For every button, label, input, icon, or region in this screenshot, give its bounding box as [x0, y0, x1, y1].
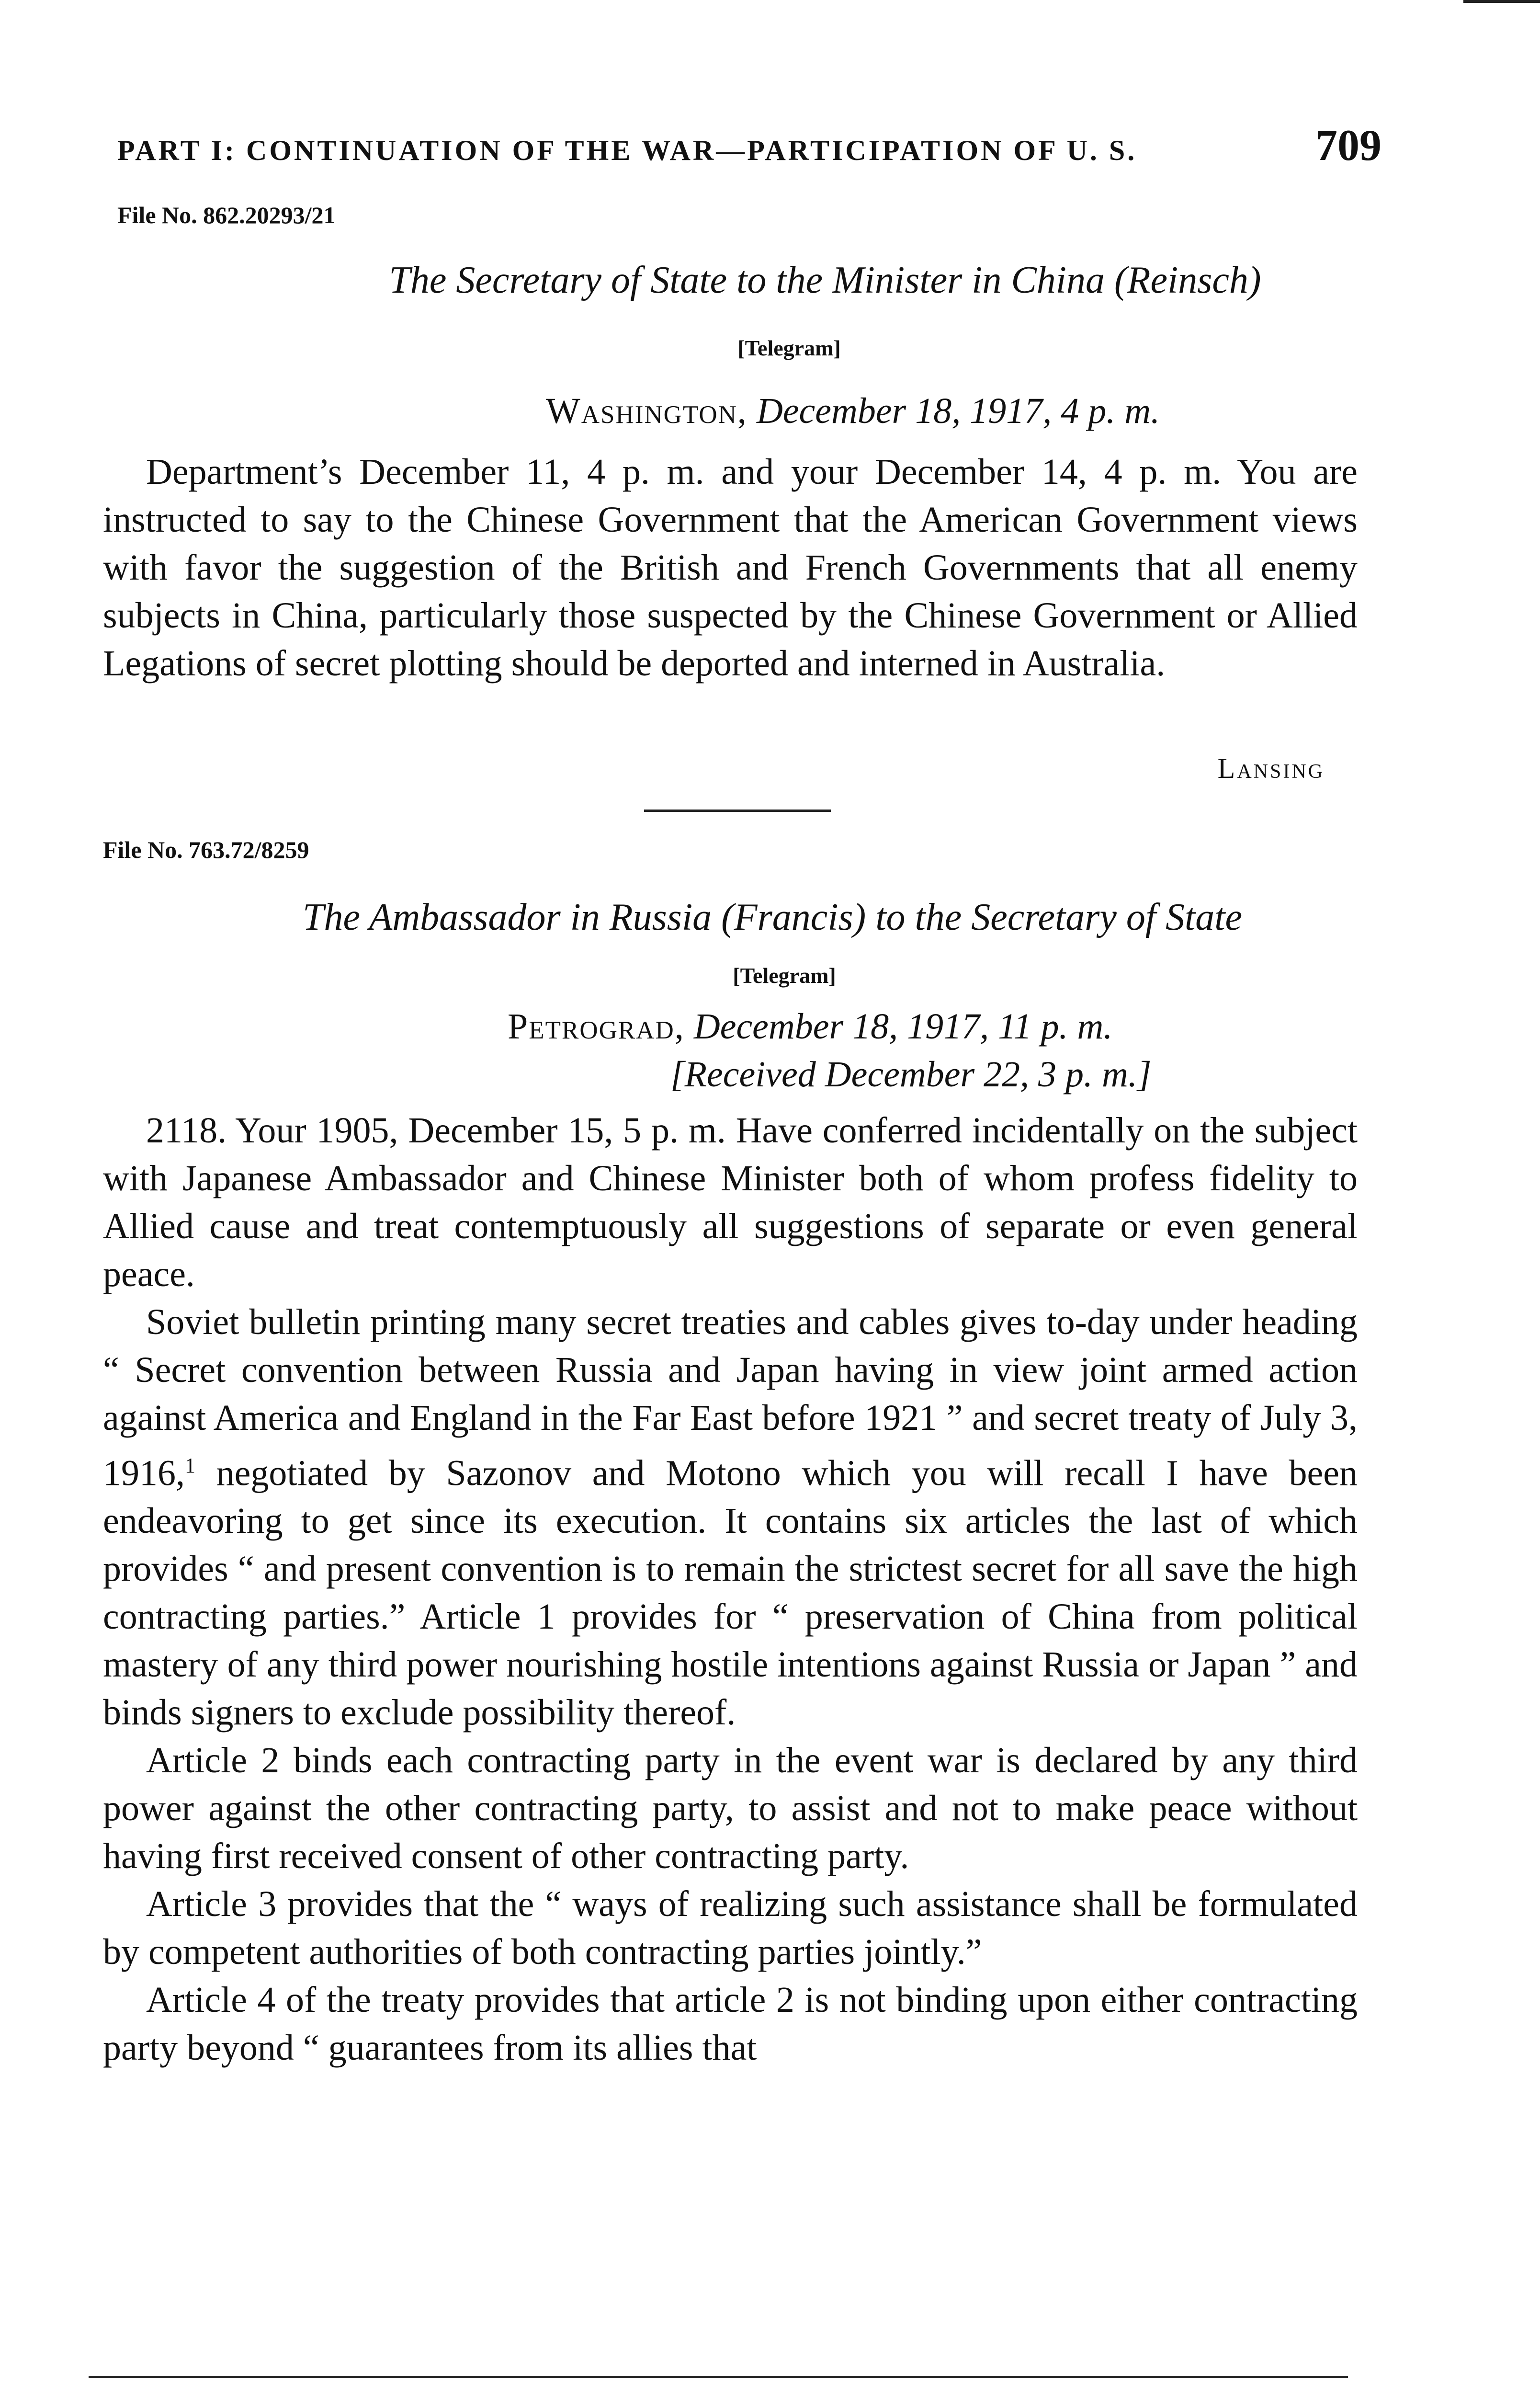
- paragraph: Article 3 provides that the “ ways of realizing such assistance shall be formulated by competent authorities of both contracting parties jointly.”: [103, 1884, 1358, 1973]
- received-line: [670, 1054, 1152, 1095]
- paragraph: 2118. Your 1905, December 15, 5 p. m. Have conferred incidentally on the subject with Japanese Ambassador and Chinese Minister both of whom profess fidelity to Allied cause and treat contemptuously all suggestions of separate or even general peace.: [103, 1110, 1358, 1294]
- dateline-place-1: Washington,: [546, 391, 747, 431]
- document-body-2: [103, 1106, 1358, 2072]
- dateline-1: [546, 390, 1160, 432]
- dateline-place-2: Petrograd,: [508, 1006, 685, 1047]
- top-edge-rule: [1463, 0, 1540, 3]
- signature: Lansing: [1217, 753, 1325, 784]
- running-head-title: PART I: CONTINUATION OF THE WAR—PARTICIPATION OF U. S.: [117, 135, 1137, 166]
- paragraph: Article 4 of the treaty provides that article 2 is not binding upon either contracting party beyond “ guarantees from its allies that: [103, 1980, 1358, 2068]
- document-body-1: [103, 448, 1358, 687]
- paragraph: [103, 1298, 1358, 1736]
- telegram-label-1: [Telegram]: [737, 336, 841, 360]
- paragraph: Department’s December 11, 4 p. m. and your December 14, 4 p. m. You are instructed to say to the Chinese Government that the American Government views with favor the suggestion of the British and French Governments that all enemy subjects in China, particularly those suspected by the Chinese Government or Allied Legations of secret plotting should be deported and interned in Australia.: [103, 452, 1358, 684]
- dateline-date-2: December 18, 1917, 11 p. m.: [693, 1006, 1113, 1047]
- paragraph-text: Soviet bulletin printing many secret treaties and cables gives to-day under heading “ Secret convention between Russia and Japan having in view joint armed action against America and England in the Far East before 1921 ” and secret treaty of July 3, 1916,: [103, 1302, 1358, 1494]
- telegram-label-2: [Telegram]: [733, 963, 836, 988]
- paragraph: Article 2 binds each contracting party in the event war is declared by any third power against the other contracting party, to assist and not to make peace without having first received consent of other contracting party.: [103, 1740, 1358, 1877]
- document-heading-1: The Secretary of State to the Minister in China (Reinsch): [389, 259, 1261, 301]
- received-date: [Received December 22, 3 p. m.]: [670, 1054, 1152, 1095]
- footnote-reference: 1: [185, 1454, 195, 1477]
- running-head: [117, 120, 1381, 172]
- file-number-2: File No. 763.72/8259: [103, 836, 309, 863]
- file-number-1: File No. 862.20293/21: [117, 202, 336, 228]
- paragraph-text: negotiated by Sazonov and Motono which you will recall I have been endeavoring to get since its execution. It contains six articles the last of which provides “ and present convention is to remain the strictest secret for all save the high contracting parties.” Article 1 provides for “ preservation of China from political mastery of any third power nourishing hostile intentions against Russia or Japan ” and binds signers to exclude possibility thereof.: [103, 1453, 1358, 1733]
- page-number: 709: [1315, 121, 1381, 170]
- footnote-rule: [89, 2376, 1348, 2378]
- dateline-date-1: December 18, 1917, 4 p. m.: [756, 391, 1160, 431]
- document-heading-2: The Ambassador in Russia (Francis) to the Secretary of State: [302, 896, 1243, 938]
- dateline-2: [508, 1006, 1112, 1048]
- section-separator: [644, 810, 831, 812]
